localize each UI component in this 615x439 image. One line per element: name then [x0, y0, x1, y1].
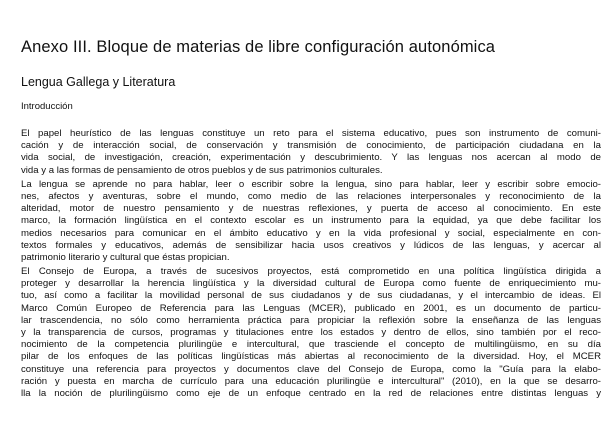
text-line: lar trascendencia, no sólo como herramienta práctica para propiciar la reflexión sobre la enseñanza de las lenguas: [21, 314, 601, 326]
text-line: Marco Común Europeo de Referencia para las Lenguas (MCER), publicado en 2001, es un documento de particu-: [21, 302, 601, 314]
document-title: Anexo III. Bloque de materias de libre configuración autonómica: [21, 38, 496, 56]
section-heading: Introducción: [21, 101, 73, 112]
text-line: medios necesarios para comunicar en el ámbito educativo y en la vida profesional y social, especialmente en con-: [21, 227, 601, 239]
text-line: vida y a las formas de pensamiento de otros pueblos y de sus patrimonios culturales.: [21, 164, 383, 176]
text-line: pilar de los enfoques de las políticas lingüísticas más abiertas al reconocimiento de la diversidad. Hoy, el MCER: [21, 351, 601, 363]
text-line: y la transparencia de cursos, programas y titulaciones entre los estados y dentro de ellos, sino también por el reco-: [21, 327, 601, 338]
text-line: ración y puesta en marcha de currículo para una educación plurilingüe e intercultural" (2010), en la que se desarro-: [21, 375, 601, 387]
text-line: patrimonio literario y cultural que éstas propician.: [21, 251, 230, 263]
text-line: tuo, así como a facilitar la movilidad personal de sus ciudadanos y de sus ciudadanas, y el intercambio de ideas. El: [21, 290, 601, 302]
text-line: vida social, de investigación, creación, experimentación y descubrimiento. Y las lenguas nos acercan al modo de: [21, 152, 601, 164]
text-line: lla la noción de plurilingüismo como eje de un enfoque centrado en la red de relaciones entre distintas lenguas y: [21, 387, 601, 399]
text-line: cación y de interacción social, de conservación y transmisión de conocimiento, de participación ciudadana en la: [21, 140, 601, 152]
text-line: El papel heurístico de las lenguas constituye un reto para el sistema educativo, pues son instrumento de comuni-: [21, 128, 601, 139]
text-line: La lengua se aprende no para hablar, leer o escribir sobre la lengua, sino para hablar, leer y escribir sobre emocio-: [21, 178, 601, 190]
paragraph: [21, 128, 601, 177]
text-line: constituye una referencia para proyectos y documentos clave del Consejo de Europa, como la "Guía para la elabo-: [21, 363, 601, 375]
text-line: textos formales y educativos, además de sensibilizar hacia usos creativos y lúdicos de las lenguas, y acercar al: [21, 239, 601, 251]
subject-heading: Lengua Gallega y Literatura: [21, 75, 176, 89]
text-line: alteridad, motor de nuestro pensamiento y de nuestras reflexiones, y puerta de acceso al conocimiento. En este: [21, 203, 601, 215]
text-line: nocimiento de la competencia plurilingüe e intercultural, que trasciende el concepto de multilingüismo, en su día: [21, 339, 601, 351]
text-line: proteger y desarrollar la herencia lingüística y la diversidad cultural de Europa como fuente de enriquecimiento mu-: [21, 278, 601, 290]
paragraph: [21, 179, 601, 264]
text-line: El Consejo de Europa, a través de sucesivos proyectos, está comprometido en una política lingüística dirigida a: [21, 266, 601, 278]
document-body: [21, 128, 601, 402]
paragraph: [21, 266, 601, 400]
text-line: marco, la formación lingüística en el contexto escolar es un instrumento para la equidad, ya que debe facilitar los: [21, 215, 601, 227]
text-line: nes, afectos y aventuras, sobre el mundo, como medio de las relaciones interpersonales y reconocimiento de la: [21, 190, 601, 202]
